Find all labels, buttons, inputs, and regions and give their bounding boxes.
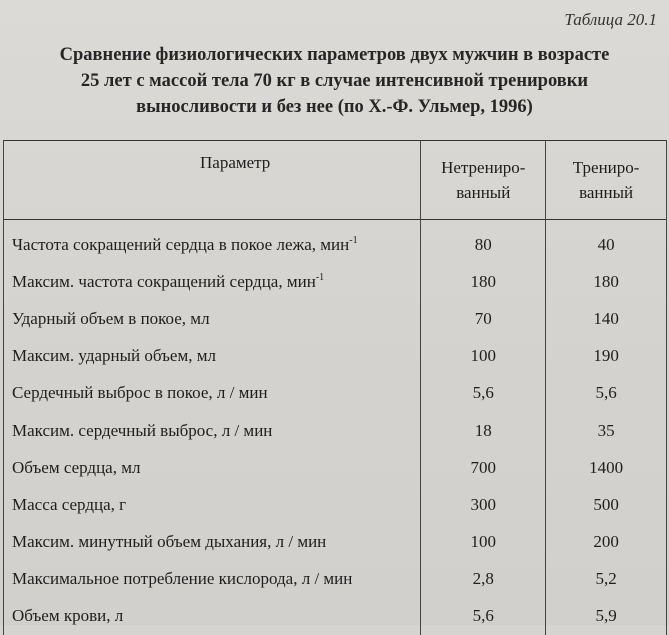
row-parameter-text: Максим. частота сокращений сердца, мин [12,271,316,291]
table-row [4,598,667,635]
row-trained-value: 5,9 [546,598,667,635]
caption-line: 25 лет с массой тела 70 кг в случае интенсивной тренировки [80,71,589,91]
row-trained-value: 40 [546,220,667,264]
table-row [4,561,667,598]
table-row [4,220,667,264]
row-trained-value: 190 [546,338,667,375]
table-row [4,300,667,337]
table-row [4,486,667,523]
row-parameter-text: Максим. ударный объем, мл [12,346,216,366]
header-parameter: Параметр [4,141,421,220]
row-trained-value: 5,6 [546,375,667,412]
row-untrained-value: 180 [421,263,546,300]
row-parameter [4,598,421,635]
header-trained [546,141,667,220]
row-trained-value: 5,2 [546,561,667,598]
header-trained-line1: Трениро- [572,158,640,177]
row-parameter [4,220,421,264]
row-parameter [4,263,421,300]
row-parameter [4,486,421,523]
row-untrained-value: 700 [421,449,546,486]
table-caption [0,42,669,120]
row-parameter-text: Сердечный выброс в покое, л / мин [12,383,268,403]
row-untrained-value: 2,8 [421,561,546,598]
row-parameter-text: Максим. минутный объем дыхания, л / мин [12,532,327,552]
row-untrained-value: 5,6 [421,598,546,635]
row-trained-value: 500 [546,486,667,523]
row-parameter-text: Объем сердца, мл [12,457,141,477]
row-parameter-text: Максим. сердечный выброс, л / мин [12,420,273,440]
caption-line: выносливости и без нее (по Х.-Ф. Ульмер, 1996) [136,97,533,117]
row-trained-value: 200 [546,524,667,561]
row-trained-value: 140 [546,300,667,337]
row-untrained-value: 18 [421,412,546,449]
table-row [4,412,667,449]
table-row [4,263,667,300]
header-trained-line2: ванный [579,183,634,202]
row-parameter-text: Ударный объем в покое, мл [12,308,210,328]
unit-exponent: -1 [315,271,325,283]
row-trained-value: 35 [546,412,667,449]
row-parameter [4,412,421,449]
row-parameter-text: Объем крови, л [12,606,124,626]
row-parameter [4,338,421,375]
row-untrained-value: 80 [421,220,546,264]
table-row [4,375,667,412]
row-parameter [4,300,421,337]
caption-line: Сравнение физиологических параметров двух мужчин в возрасте [59,45,610,65]
row-trained-value: 1400 [546,449,667,486]
row-untrained-value: 70 [421,300,546,337]
row-parameter [4,375,421,412]
table-header-row [4,141,667,220]
row-untrained-value: 100 [421,338,546,375]
table-number: Таблица 20.1 [564,10,657,29]
header-untrained-line2: ванный [456,183,511,202]
unit-exponent: -1 [349,234,358,246]
table-row [4,524,667,561]
row-untrained-value: 300 [421,486,546,523]
row-untrained-value: 5,6 [421,375,546,412]
row-parameter [4,449,421,486]
header-untrained [421,141,546,220]
row-parameter [4,561,421,598]
row-parameter [4,524,421,561]
row-parameter-text: Масса сердца, г [12,494,127,514]
row-untrained-value: 100 [421,524,546,561]
table-row [4,338,667,375]
row-trained-value: 180 [546,263,667,300]
row-parameter-text: Частота сокращений сердца в покое лежа, мин [12,234,350,254]
table-row [4,449,667,486]
comparison-table [3,140,667,635]
row-parameter-text: Максимальное потребление кислорода, л / мин [12,569,353,589]
header-untrained-line1: Нетрениро- [441,158,526,177]
